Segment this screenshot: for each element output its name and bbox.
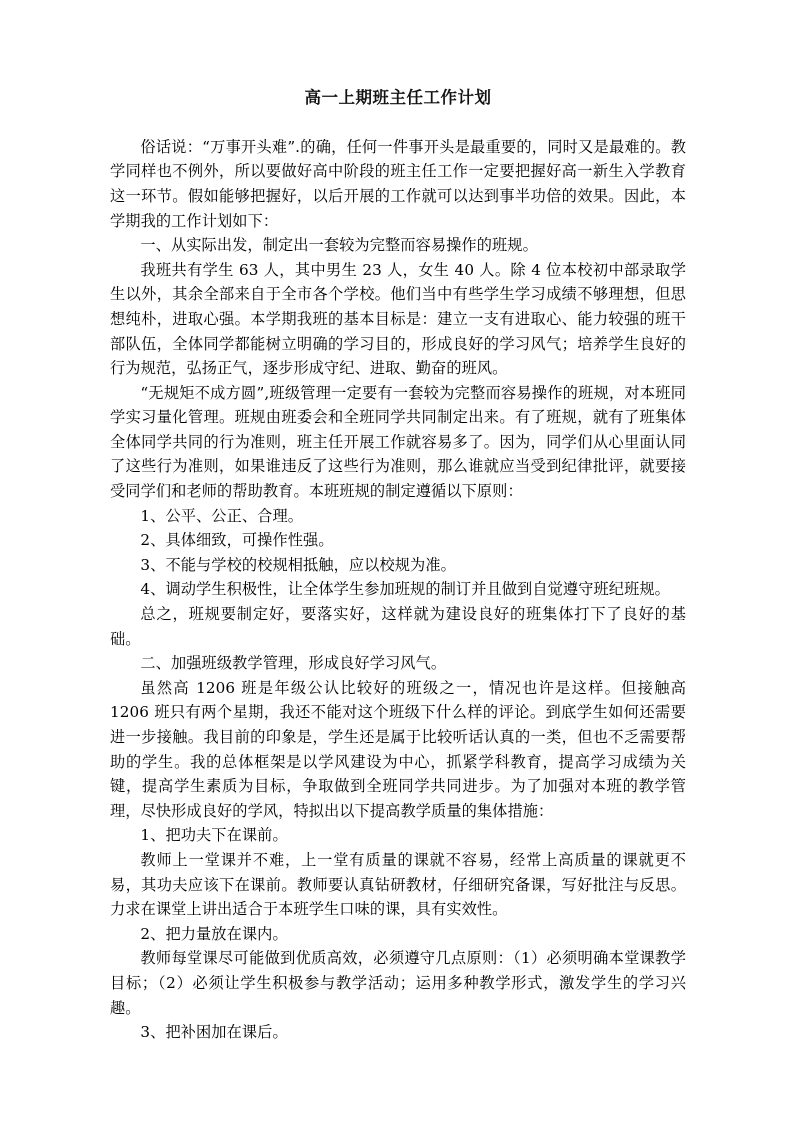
document-content xyxy=(110,135,686,1045)
p-measure-1: 1、把功夫下在课前。 xyxy=(140,826,288,845)
p-principle-1: 1、公平、公正、合理。 xyxy=(140,506,304,525)
p-measure-3: 3、把补困加在课后。 xyxy=(140,1023,288,1042)
p-rules-rationale: “无规矩不成方圆”,班级管理一定要有一套较为完整而容易操作的班规，对本班同学实习量化管理。班规由班委会和全班同学共同制定出来。有了班规，就有了班集体全体同学共同的行为准则，班主任开展工作就容易多了。因为，同学们从心里面认同了这些行为准则，如果谁违反了这些行为准则，那么谁就应当受到纪律批评，就要接受同学们和老师的帮助教育。本班班规的制定遵循以下原则： xyxy=(110,383,686,501)
p-measure-2-detail: 教师每堂课尽可能做到优质高效，必须遵守几点原则：（1）必须明确本堂课教学目标；（2）必须让学生积极参与教学活动；运用多种教学形式，激发学生的学习兴趣。 xyxy=(110,949,686,1017)
p-measure-1-detail: 教师上一堂课并不难，上一堂有质量的课就不容易，经常上高质量的课就更不易，其功夫应该下在课前。教师要认真钻研教材，仔细研究备课，写好批注与反思。力求在课堂上讲出适合于本班学生口味的课，具有实效性。 xyxy=(110,850,686,919)
p-class-composition: 我班共有学生 63 人，其中男生 23 人，女生 40 人。除 4 位本校初中部录取学生以外，其余全部来自于全市各个学校。他们当中有些学生学习成绩不够理想，但思想纯朴，进取心强。本学期我班的基本目标是：建立一支有进取心、能力较强的班干部队伍，全体同学都能树立明确的学习目的，形成良好的学习风气；培养学生良好的行为规范，弘扬正气，逐步形成守纪、进取、勤奋的班风。 xyxy=(110,260,686,378)
p-principle-3: 3、不能与学校的校规相抵触，应以校规为准。 xyxy=(140,555,456,574)
p-rules-summary: 总之，班规要制定好，要落实好，这样就为建设良好的班集体打下了良好的基础。 xyxy=(110,605,686,648)
page-title: 高一上期班主任工作计划 xyxy=(304,88,492,107)
p-section-one: 一、从实际出发，制定出一套较为完整而容易操作的班规。 xyxy=(140,236,538,255)
document-body xyxy=(110,86,686,1045)
p-principle-4: 4、调动学生积极性，让全体学生参加班规的制订并且做到自觉遵守班纪班规。 xyxy=(140,580,670,599)
p-section-two: 二、加强班级教学管理，形成良好学习风气。 xyxy=(140,654,447,673)
p-class-1206: 虽然高 1206 班是年级公认比较好的班级之一，情况也许是这样。但接触高 1206 班只有两个星期，我还不能对这个班级下什么样的评论。到底学生如何还需要进一步接触。我目前的印象是，学生还是属于比较听话认真的一类，但也不乏需要帮助的学生。我的总体框架是以学风建设为中心，抓紧学科教育，提高学习成绩为关键，提高学生素质为目标，争取做到全班同学共同进步。为了加强对本班的教学管理，尽快形成良好的学风，特拟出以下提高教学质量的集体措施： xyxy=(110,678,686,820)
p-principle-2: 2、具体细致，可操作性强。 xyxy=(140,531,334,550)
p-measure-2: 2、把力量放在课内。 xyxy=(140,924,288,943)
p-intro: 俗话说：“万事开头难”.的确，任何一件事开头是最重要的，同时又是最难的。教学同样也不例外，所以要做好高中阶段的班主任工作一定要把握好高一新生入学教育这一环节。假如能够把握好，以后开展的工作就可以达到事半功倍的效果。因此，本学期我的工作计划如下： xyxy=(110,137,686,230)
